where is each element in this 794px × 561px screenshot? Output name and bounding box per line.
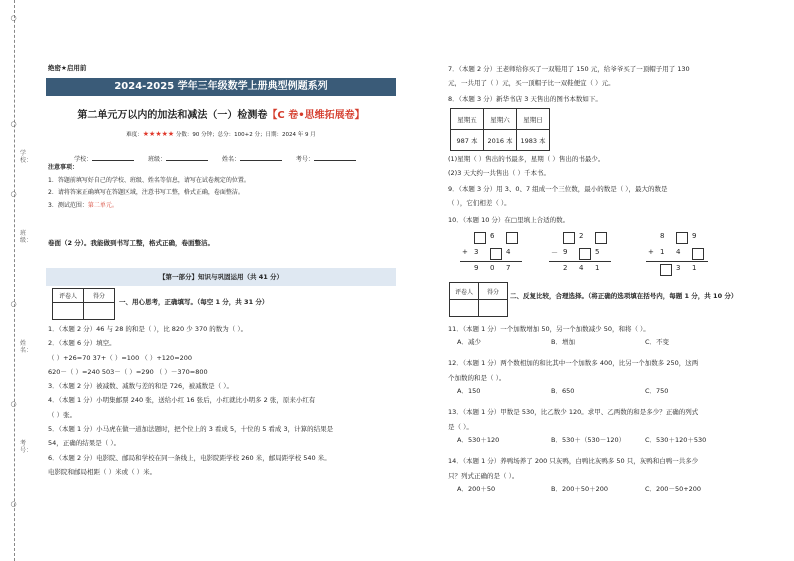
notes-heading: 注意事项： — [48, 164, 79, 171]
choice-stem: 11．（本题 1 分）一个加数增加 50，另一个加数减少 50，和将（ ）。 — [448, 325, 650, 333]
score-cell[interactable] — [479, 300, 508, 317]
choice-options — [457, 386, 739, 395]
question-9-line-1: 9．（本题 3 分）用 3、0、7 组成一个三位数，最小的数是（ ），最大的数是 — [448, 185, 668, 193]
digit: 0 — [490, 264, 495, 272]
score-table-1 — [52, 288, 115, 320]
sales-value: 987 本 — [451, 130, 484, 151]
question-7-line-1: 7．（本题 2 分）王老师给你买了一双鞋用了 150 元，给爷爷买了一顶帽子用了 130 — [448, 65, 690, 73]
sales-header: 星期六 — [484, 109, 517, 130]
choice-option[interactable]: C．750 — [645, 387, 669, 395]
choice-stem: 14．（本题 1 分）养鸭场养了 200 只灰鸭，白鸭比灰鸭多 50 只，灰鸭和白鸭一共多少 — [448, 457, 699, 465]
digit-box[interactable] — [692, 248, 704, 260]
binding-name-label: 姓名： — [20, 340, 33, 354]
question-8-part-2: (2)3 天大约一共售出（ ）千本书。 — [448, 169, 550, 177]
digit: 4 — [579, 264, 584, 272]
score-cell[interactable] — [53, 303, 84, 320]
choice-option[interactable]: B．200＋50＋200 — [551, 485, 609, 493]
operator-sign: － — [551, 249, 558, 257]
digit: 9 — [563, 248, 568, 256]
secret-label: 绝密★启用前 — [48, 64, 87, 72]
digit: 3 — [474, 248, 479, 256]
name-label: 姓名： — [221, 156, 240, 163]
neatness-note: 卷面（2 分）。我能做到书写工整，格式正确，卷面整洁。 — [48, 239, 215, 247]
binding-margin: ○ ○ ○ ○ ○ ○ 学校： 班级： 姓名： 考号： — [0, 0, 30, 561]
digit: 1 — [660, 248, 665, 256]
digit-box[interactable] — [563, 232, 575, 244]
binding-number-label: 考号： — [20, 440, 33, 454]
question-8: 8．（本题 3 分）新华书店 3 天售出的图书本数如下。 — [448, 95, 602, 103]
choice-option[interactable]: A．200＋50 — [457, 485, 496, 493]
choice-stem: 12．（本题 1 分）两个数相加的和比其中一个加数多 400，比另一个加数多 250，这两 — [448, 359, 699, 367]
digit: 4 — [676, 248, 681, 256]
choice-stem: 个加数的和是（ ）。 — [448, 374, 506, 382]
question-7-line-2: 元，一共用了（ ）元，买一顶帽子比一双鞋便宜（ ）元。 — [448, 79, 615, 87]
meta-rest: 分数：90 分钟；总分：100+2 分；日期：2024 年 9 月 — [174, 132, 316, 138]
note-range-label: 3．测试范围： — [48, 201, 88, 209]
choice-option[interactable]: B．530＋（530－120） — [551, 436, 626, 444]
note-item — [48, 200, 398, 213]
sales-value: 2016 本 — [484, 130, 517, 151]
choice-options — [457, 435, 739, 444]
exam-title-text: 第二单元万以内的加法和减法（一）检测卷 — [77, 110, 268, 121]
digit-box[interactable] — [490, 248, 502, 260]
digit: 8 — [660, 232, 665, 240]
part1-title: 【第一部分】知识与巩固运用（共 41 分） — [46, 268, 396, 286]
notes-block — [48, 162, 398, 212]
question-9-line-2: （ ），它们相差（ ）。 — [448, 199, 511, 207]
digit: 2 — [563, 264, 568, 272]
choice-options — [457, 484, 739, 493]
choice-option[interactable]: C．530＋120＋530 — [645, 436, 707, 444]
left-questions — [48, 322, 398, 479]
digit-box[interactable] — [595, 232, 607, 244]
sales-value: 1983 本 — [517, 130, 550, 151]
choice-option[interactable]: A．530＋120 — [457, 436, 500, 444]
choice-option[interactable]: A．150 — [457, 387, 481, 395]
score-table-2 — [449, 282, 508, 317]
question-line: 54，正确的结果是（ ）。 — [48, 439, 121, 448]
score-cell[interactable] — [450, 300, 479, 317]
choice-stem: 只？列式正确的是（ ）。 — [448, 472, 519, 480]
operator-sign: + — [648, 248, 654, 256]
choice-options — [457, 337, 739, 346]
choice-option[interactable]: B．650 — [551, 387, 575, 395]
question-line: 6．（本题 2 分）电影院、邮局和学校在同一条线上，电影院距学校 260 米，邮局距学校 540 米。 — [48, 453, 331, 462]
question-line: 5．（本题 1 分）小马虎在做一道加法题时，把个位上的 3 看成 5，十位的 5 看成 3，计算的结果是 — [48, 425, 334, 434]
digit: 6 — [490, 232, 495, 240]
score-header: 得分 — [84, 289, 115, 303]
calc-line — [549, 261, 611, 262]
digit: 9 — [474, 264, 479, 272]
question-line: 4．（本题 1 分）小明集邮票 240 张，送给小红 16 张后，小红就比小明多 2 张，原来小红有 — [48, 396, 316, 405]
score-header: 评卷人 — [450, 283, 479, 300]
digit: 3 — [676, 264, 681, 272]
section2-title: 二、反复比较，合理选择。（将正确的选项填在括号内，每题 1 分，共 10 分） — [510, 292, 738, 300]
operator-sign: + — [462, 248, 468, 256]
question-10: 10．（本题 10 分）在□里填上合适的数。 — [448, 216, 570, 224]
exam-meta — [46, 130, 396, 138]
note-range: 第二单元。 — [87, 201, 118, 209]
calc-line — [460, 261, 522, 262]
digit-box[interactable] — [660, 264, 672, 276]
school-field[interactable] — [92, 160, 134, 161]
exam-tag: 【C 卷•思维拓展卷】 — [267, 110, 365, 121]
choice-option[interactable]: A．减少 — [457, 338, 481, 346]
note-item: 2．请将答案正确填写在答题区域，注意书写工整，格式正确，卷面整洁。 — [48, 189, 244, 196]
digit: 1 — [692, 264, 697, 272]
score-header: 评卷人 — [53, 289, 84, 303]
binding-class-label: 班级： — [20, 230, 33, 244]
sales-header: 星期五 — [451, 109, 484, 130]
name-field[interactable] — [240, 160, 282, 161]
binding-school-label: 学校： — [20, 150, 33, 164]
digit-box[interactable] — [474, 232, 486, 244]
digit-box[interactable] — [676, 232, 688, 244]
series-title: 2024-2025 学年三年级数学上册典型例题系列 — [46, 78, 396, 96]
number-field[interactable] — [314, 160, 356, 161]
score-cell[interactable] — [84, 303, 115, 320]
digit: 5 — [595, 248, 600, 256]
question-line: （ ）+26=70 37+（ ）=100 （ ）+120=200 — [48, 353, 193, 362]
school-label: 学校： — [74, 156, 93, 163]
question-line: （ ）张。 — [48, 410, 77, 419]
choice-option[interactable]: B．增加 — [551, 338, 575, 346]
choice-stem: 是（ ）。 — [448, 423, 473, 431]
question-8-part-1: (1)星期（ ）售出的书最多，星期（ ）售出的书最少。 — [448, 155, 605, 163]
exam-title — [46, 106, 396, 121]
sales-header: 星期日 — [517, 109, 550, 130]
digit: 2 — [579, 232, 584, 240]
score-header: 得分 — [479, 283, 508, 300]
digit-box[interactable] — [579, 248, 591, 260]
choice-stem: 13．（本题 1 分）甲数是 530，比乙数少 120。求甲、乙两数的和是多少？正确的列式 — [448, 408, 699, 416]
class-field[interactable] — [166, 160, 208, 161]
choice-option[interactable]: C．不变 — [645, 338, 670, 346]
question-line: 1．（本题 2 分）46 与 28 的和是（ ），比 820 少 370 的数为（ ）。 — [48, 325, 248, 333]
choice-option[interactable]: C．200－50+200 — [645, 485, 702, 493]
digit: 4 — [506, 248, 511, 256]
difficulty-label: 难度： — [126, 132, 143, 138]
sales-table — [450, 108, 550, 151]
section1-title: 一、用心思考，正确填写。（每空 1 分，共 31 分） — [119, 298, 269, 306]
question-line: 3．（本题 2 分）被减数、减数与差的和是 726，被减数是（ ）。 — [48, 382, 233, 391]
class-label: 班级： — [148, 156, 167, 163]
digit: 7 — [506, 264, 511, 272]
note-item: 1．答题前填写好自己的学校、班级、姓名等信息，请写在试卷规定的位置。 — [48, 176, 250, 184]
question-line: 2．（本题 6 分）填空。 — [48, 339, 116, 348]
binding-dashed-line — [14, 0, 15, 561]
question-line: 电影院和邮局相距（ ）米或（ ）米。 — [48, 467, 157, 476]
difficulty-stars: ★★★★★ — [142, 130, 175, 138]
digit: 1 — [595, 264, 600, 272]
digit-box[interactable] — [506, 232, 518, 244]
calc-line — [646, 261, 708, 262]
digit: 9 — [692, 232, 697, 240]
number-label: 考号： — [295, 156, 314, 163]
question-line: 620－（ ）=240 503－（ ）=290 （ ）－370=800 — [48, 367, 208, 376]
